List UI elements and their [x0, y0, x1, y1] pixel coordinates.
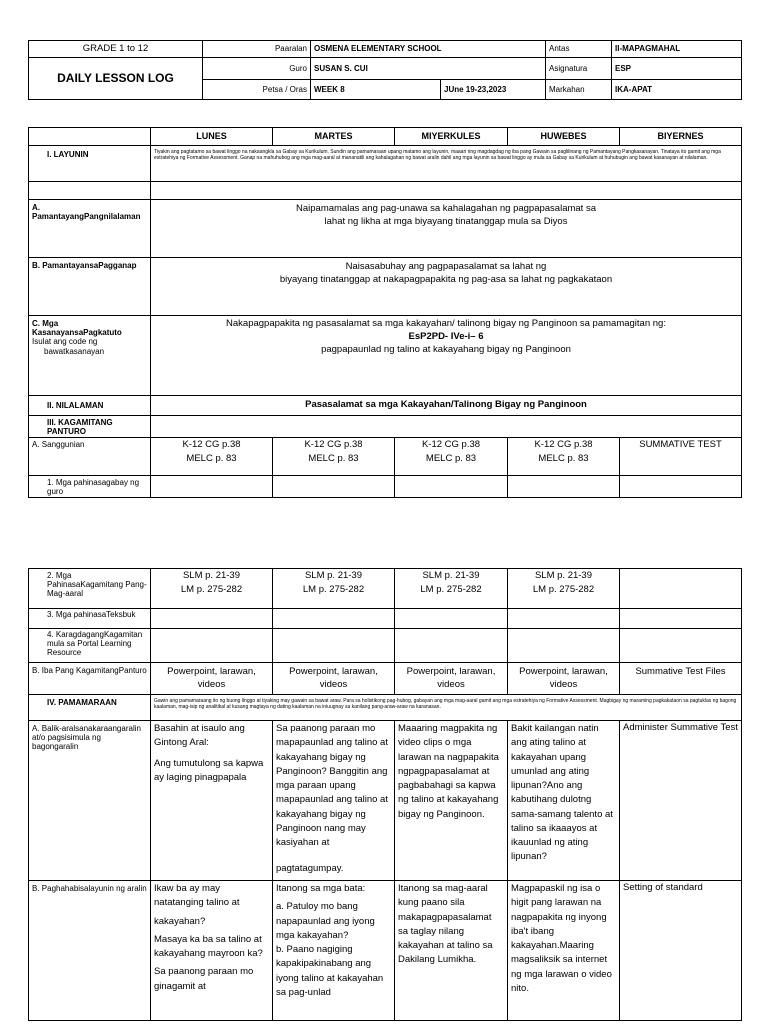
pangnilalaman-cell — [151, 200, 742, 258]
balik-aral-miyerkules: Maaaring magpakita ng video clips o mga larawan na nagpapakita ngpagpapasalamat at pagbabahagi sa kapwa ng talino at kakayahang bigay ng Panginoon. — [395, 721, 508, 881]
sanggunian-huwebes: K-12 CG p.38 MELC p. 83 — [508, 438, 620, 476]
antas-label: Antas — [546, 41, 612, 58]
pahina-lunes: SLM p. 21-39 LM p. 275-282 — [151, 569, 273, 609]
markahan-value: IKA-APAT — [612, 80, 742, 100]
pangnilalaman-line1: Naipamamalas ang pag-unawa sa kahalagahan ng pagpapasalamat sa — [296, 203, 596, 214]
paghahabi-biyernes: Setting of standard — [620, 881, 742, 1021]
guro-label: Guro — [203, 58, 311, 80]
markahan-label: Markahan — [546, 80, 612, 100]
guro-value: SUSAN S. CUI — [311, 58, 546, 80]
balik-aral-lunes: Basahin at isaulo ang Gintong Aral: Ang tumutulong sa kapwa ay laging pinagpapala — [151, 721, 273, 881]
petsa-label: Petsa / Oras — [203, 80, 311, 100]
lesson-table-1 — [28, 127, 742, 498]
portal-label: 4. KaragdagangKagamitan mula sa Portal Learning Resource — [29, 629, 151, 663]
sanggunian-martes: K-12 CG p.38 MELC p. 83 — [273, 438, 395, 476]
day-header-huwebes: HUWEBES — [508, 128, 620, 146]
sanggunian-lunes: K-12 CG p.38 MELC p. 83 — [151, 438, 273, 476]
pagganap-line1: Naisasabuhay ang pagpapasalamat sa lahat ng — [345, 261, 547, 272]
sanggunian-label: A. Sanggunian — [29, 438, 151, 476]
paghahabi-miyerkules: Itanong sa mag-aaral kung paano sila makapagpapasalamat sa taglay nilang kakayahan at talino sa Dakilang Lumikha. — [395, 881, 508, 1021]
pahina-huwebes: SLM p. 21-39 LM p. 275-282 — [508, 569, 620, 609]
week-value: WEEK 8 — [311, 80, 441, 100]
antas-value: II-MAPAGMAHAL — [612, 41, 742, 58]
kasanayan-sublabel1: Isulat ang code ng — [32, 337, 98, 347]
kasanayan-label-cell — [29, 316, 151, 396]
iba-pang-huwebes: Powerpoint, larawan, videos — [508, 663, 620, 695]
pahina-miyerkules: SLM p. 21-39 LM p. 275-282 — [395, 569, 508, 609]
day-header-martes: MARTES — [273, 128, 395, 146]
kasanayan-cell — [151, 316, 742, 396]
paghahabi-label: B. Paghahabisalayunin ng aralin — [29, 881, 151, 1021]
kagamitan-label: III. KAGAMITANG PANTURO — [29, 416, 151, 438]
nilalaman-value: Pasasalamat sa mga Kakayahan/Talinong Bigay ng Panginoon — [151, 396, 742, 416]
day-header-biyernes: BIYERNES — [620, 128, 742, 146]
day-header-lunes: LUNES — [151, 128, 273, 146]
paghahabi-martes: Itanong sa mga bata: a. Patuloy mo bang napapaunlad ang iyong mga kakayahan? b. Paano nagiging kapakipakinabang ang iyong talino at kakayahan sa pag-unlad — [273, 881, 395, 1021]
asignatura-value: ESP — [612, 58, 742, 80]
kasanayan-sublabel2: bawatkasanayan — [44, 346, 105, 356]
kasanayan-label: C. Mga KasanayansaPagkatuto — [32, 319, 122, 338]
iba-pang-biyernes: Summative Test Files — [620, 663, 742, 695]
kasanayan-line2: pagpapaunlad ng talino at kakayahang bigay ng Panginoon — [321, 343, 571, 355]
day-header-miyerkules: MIYERKULES — [395, 128, 508, 146]
pahina-kagamitan-label: 2. Mga PahinasaKagamitang Pang-Mag-aaral — [29, 569, 151, 609]
header-table — [28, 40, 742, 100]
nilalaman-label: II. NILALAMAN — [29, 396, 151, 416]
pagganap-label: B. PamantayansaPagganap — [29, 258, 151, 316]
layunin-note: Tiyakin ang pagtatamo sa bawat linggo na nakaangkla sa Gabay sa Kurikulum. Sundin ang pamamaraan upang matamo ang layunin, maaari ring magdagdag ng iba pang Gawain sa paglilinang ng Pamantayang Pangkasanayan. Tinataya ito gamit ang mga estratehiya ng Formative Assessment. Ganap na mahuhubog ang mga mag-aaral at mananatili ang kahalagahan ng bawat aralin dahil ang mga layunin sa bawat linggo ay mula sa Gabay sa Kurikulum at huhubugin ang bawat kasanayan at nilalaman. — [151, 146, 742, 182]
pagganap-line2: biyayang tinatanggap at nakapagpapakita ng pag-asa sa lahat ng pagkakataon — [279, 273, 613, 285]
pahina-martes: SLM p. 21-39 LM p. 275-282 — [273, 569, 395, 609]
grade-label: GRADE 1 to 12 — [29, 41, 203, 58]
balik-aral-label: A. Balik-aralsanakaraangaralin at/o pagsisimula ng bagongaralin — [29, 721, 151, 881]
date-value: JUne 19-23,2023 — [441, 80, 546, 100]
lesson-table-2 — [28, 568, 742, 1021]
iba-pang-label: B. Iba Pang KagamitangPanturo — [29, 663, 151, 695]
gabay-label: 1. Mga pahinasagabay ng guro — [29, 476, 151, 498]
balik-aral-biyernes: Administer Summative Test — [620, 721, 742, 881]
iba-pang-lunes: Powerpoint, larawan, videos — [151, 663, 273, 695]
iba-pang-martes: Powerpoint, larawan, videos — [273, 663, 395, 695]
kasanayan-line1: Nakapagpapakita ng pasasalamat sa mga kakayahan/ talinong bigay ng Panginoon sa pamamagitan ng: — [226, 318, 666, 329]
doc-title: DAILY LESSON LOG — [29, 58, 203, 100]
pangnilalaman-label: A. PamantayangPangnilalaman — [29, 200, 151, 258]
sanggunian-biyernes: SUMMATIVE TEST — [620, 438, 742, 476]
sanggunian-miyerkules: K-12 CG p.38 MELC p. 83 — [395, 438, 508, 476]
pagganap-cell — [151, 258, 742, 316]
balik-aral-huwebes: Bakit kailangan natin ang ating talino at kakayahan upang umunlad ang ating lipunan?Ano ang kabutihang dulotng sama-samang talento at talino sa ikaaayos at ikauunlad ng ating lipunan? — [508, 721, 620, 881]
balik-aral-martes: Sa paanong paraan mo mapapaunlad ang talino at kakayahang bigay ng Panginoon? Banggitin ang mga paraan upang mapapaunlad ang talino at kakayahang bigay ng Panginoon nang may kasiyahan at pagtatagumpay. — [273, 721, 395, 881]
kasanayan-code: EsP2PD- IVe-i– 6 — [408, 330, 484, 342]
iba-pang-miyerkules: Powerpoint, larawan, videos — [395, 663, 508, 695]
pangnilalaman-line2: lahat ng likha at mga biyayang tinatanggap mula sa Diyos — [324, 215, 568, 227]
pamamaraan-note: Gawin ang pamamaraang ito ng buong linggo at tiyaking may gawain sa bawat araw. Para sa holistikong pag-hubog, gabayan ang mga mag-aaral gamit ang mga estratehiya ng Formative Assessment. Magbigay ng maraming pagkakataon sa pagtuklas ng bagong kaalaman, mag-isip ng analitikal at kusang magtaya ng dating kaalaman na iniuugnay sa kanilang pang-araw-araw na karanasan. — [151, 695, 742, 721]
paaralan-value: OSMENA ELEMENTARY SCHOOL — [311, 41, 546, 58]
asignatura-label: Asignatura — [546, 58, 612, 80]
teksbuk-label: 3. Mga pahinasaTeksbuk — [29, 609, 151, 629]
paaralan-label: Paaralan — [203, 41, 311, 58]
pamamaraan-label: IV. PAMAMARAAN — [29, 695, 151, 721]
layunin-label: I. LAYUNIN — [29, 146, 151, 182]
paghahabi-huwebes: Magpapaskil ng isa o higit pang larawan na nagpapakita ng inyong iba't ibang kakayahan.Maaring magsaliksik sa internet ng mga larawan o video nito. — [508, 881, 620, 1021]
paghahabi-lunes: Ikaw ba ay may natatanging talino at kakayahan? Masaya ka ba sa talino at kakayahang mayroon ka? Sa paanong paraan mo ginagamit at — [151, 881, 273, 1021]
